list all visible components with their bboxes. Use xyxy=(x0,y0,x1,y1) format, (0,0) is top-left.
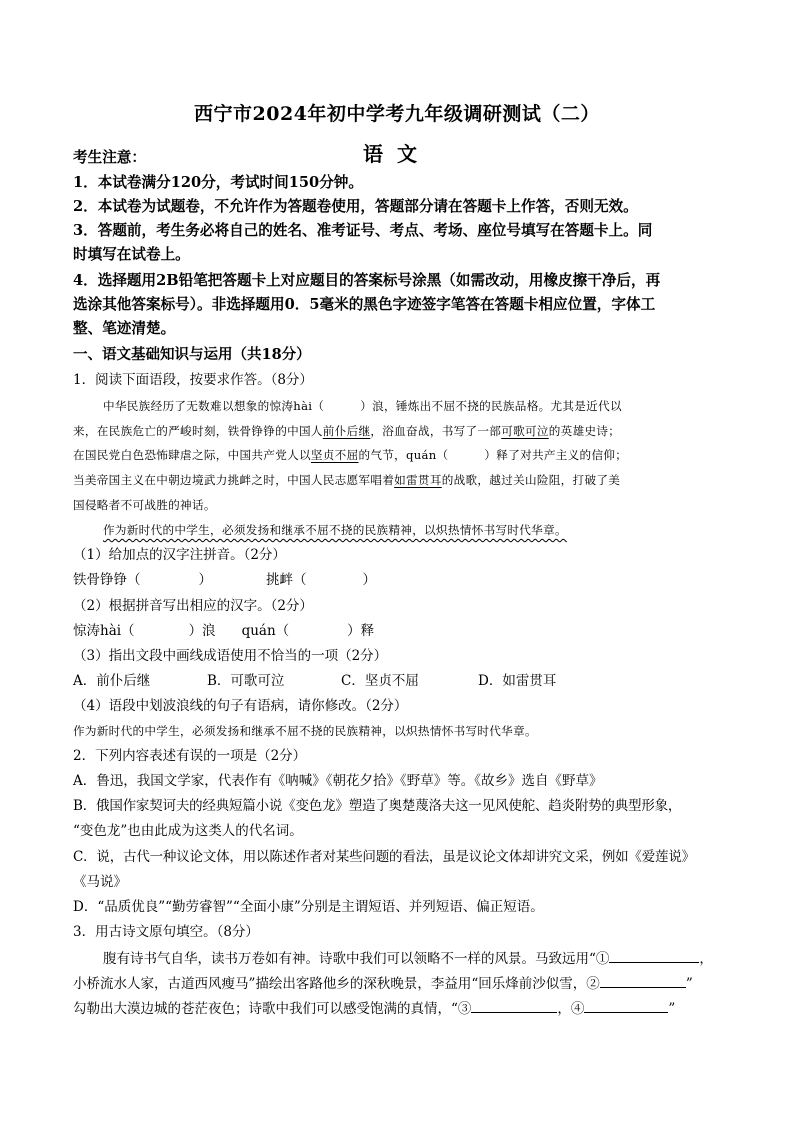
underlined-idiom: 如雷贯耳 xyxy=(394,473,442,487)
fill-line: 勾勒出大漠边城的苍茫夜色；诗歌中我们可以感受饱满的真情，“③ ，④ ” xyxy=(73,998,733,1018)
option-a[interactable]: A．前仆后继 xyxy=(73,673,151,689)
question-2-stem: 2．下列内容表述有误的一项是（2分） xyxy=(73,748,307,764)
option-d[interactable]: D．如雷贯耳 xyxy=(478,673,557,689)
section-heading: 一、语文基础知识与运用（共18分） xyxy=(73,346,311,363)
underlined-idiom: 坚贞不屈 xyxy=(310,448,359,462)
notice-item: 整、笔迹清楚。 xyxy=(73,320,176,337)
sub-question: （2）根据拼音写出相应的汉字。（2分） xyxy=(73,598,313,614)
option-c-cont: 《马说》 xyxy=(73,874,127,890)
passage-line: 当美帝国主义在中朝边境武力挑衅之时，中国人民志愿军唱着如雷贯耳的战歌，越过关山险阻，打破了美 xyxy=(73,473,621,487)
option-b[interactable]: B．俄国作家契诃夫的经典短篇小说《变色龙》塑造了奥楚蔑洛夫这一见风使舵、趋炎附势的典型形象， xyxy=(73,798,682,814)
answer-row: 铁骨铮铮（ ） 挑衅（ ） xyxy=(73,572,376,588)
notice-item: 4．选择题用2B铅笔把答题卡上对应题目的答案标号涂黑（如需改动，用橡皮擦干净后，再 xyxy=(73,272,661,289)
passage-line: 中华民族经历了无数难以想象的惊涛hài（ ）浪，锤炼出不屈不挠的民族品格。尤其是近代以 xyxy=(103,399,622,413)
subject-title: 语文 xyxy=(363,142,431,166)
option-c[interactable]: C．坚贞不屈 xyxy=(341,673,419,689)
answer-row: 惊涛hài（ ）浪 quán（ ）释 xyxy=(73,623,375,639)
fill-line: 小桥流水人家，古道西风瘦马”描绘出客路他乡的深秋晚景，李益用“回乐烽前沙似雪，② ” xyxy=(73,973,733,993)
notice-item: 1．本试卷满分120分，考试时间150分钟。 xyxy=(73,174,363,191)
sub-question: （3）指出文段中画线成语使用不恰当的一项（2分） xyxy=(73,648,388,664)
notice-item: 2．本试卷为试题卷，不允许作为答题卷使用，答题部分请在答题卡上作答，否则无效。 xyxy=(73,198,638,215)
option-d[interactable]: D．“品质优良”“勤劳睿智”“全面小康”分别是主谓短语、并列短语、偏正短语。 xyxy=(73,899,544,915)
sub-question: （1）给加点的汉字注拼音。（2分） xyxy=(73,547,286,563)
question-1-stem: 1．阅读下面语段，按要求作答。（8分） xyxy=(73,372,313,388)
underlined-idiom: 前仆后继 xyxy=(322,424,371,438)
notice-item: 时填写在试卷上。 xyxy=(73,246,190,263)
fill-line: 腹有诗书气自华，读书万卷如有神。诗歌中我们可以领略不一样的风景。马致远用“① ， xyxy=(103,948,733,968)
option-b-cont: “变色龙”也由此成为这类人的代名词。 xyxy=(73,823,303,839)
notice-heading: 考生注意： xyxy=(73,149,146,166)
wavy-sentence: 作为新时代的中学生，必须发扬和继承不屈不挠的民族精神，以炽热情怀书写时代华章。 xyxy=(103,523,567,537)
question-3-stem: 3．用古诗文原句填空。（8分） xyxy=(73,924,259,940)
answer-blank-4[interactable] xyxy=(584,998,668,1013)
passage-line: 国侵略者不可战胜的神话。 xyxy=(73,498,216,512)
option-b[interactable]: B．可歌可泣 xyxy=(207,673,285,689)
option-c[interactable]: C．说，古代一种议论文体，用以陈述作者对某些问题的看法，虽是议论文体却讲究文采，例如《爱莲说》 xyxy=(73,849,695,865)
answer-blank-1[interactable] xyxy=(609,948,699,963)
notice-item: 3．答题前，考生务必将自己的姓名、准考证号、考点、考场、座位号填写在答题卡上。同 xyxy=(73,222,653,239)
notice-item: 选涂其他答案标号）。非选择题用0．5毫米的黑色字迹签字笔答在答题卡相应位置，字体工 xyxy=(73,296,656,313)
sentence-to-revise: 作为新时代的中学生，必须发扬和继承不屈不挠的民族精神，以炽热情怀书写时代华章。 xyxy=(73,724,537,738)
passage-line: 来，在民族危亡的严峻时刻，铁骨铮铮的中国人前仆后继，浴血奋战，书写了一部可歌可泣的英雄史诗； xyxy=(73,424,621,438)
underlined-idiom: 可歌可泣 xyxy=(501,424,549,438)
sub-question: （4）语段中划波浪线的句子有语病，请你修改。（2分） xyxy=(73,698,408,714)
answer-blank-2[interactable] xyxy=(600,973,686,988)
option-a[interactable]: A．鲁迅，我国文学家，代表作有《呐喊》《朝花夕拾》《野草》等。《故乡》选自《野草》 xyxy=(73,773,603,789)
exam-title: 西宁市2024年初中学考九年级调研测试（二） xyxy=(194,103,600,125)
passage-line: 在国民党白色恐怖肆虐之际，中国共产党人以坚贞不屈的气节，quán（ ）释了对共产主义的信仰； xyxy=(73,448,628,462)
answer-blank-3[interactable] xyxy=(471,998,557,1013)
